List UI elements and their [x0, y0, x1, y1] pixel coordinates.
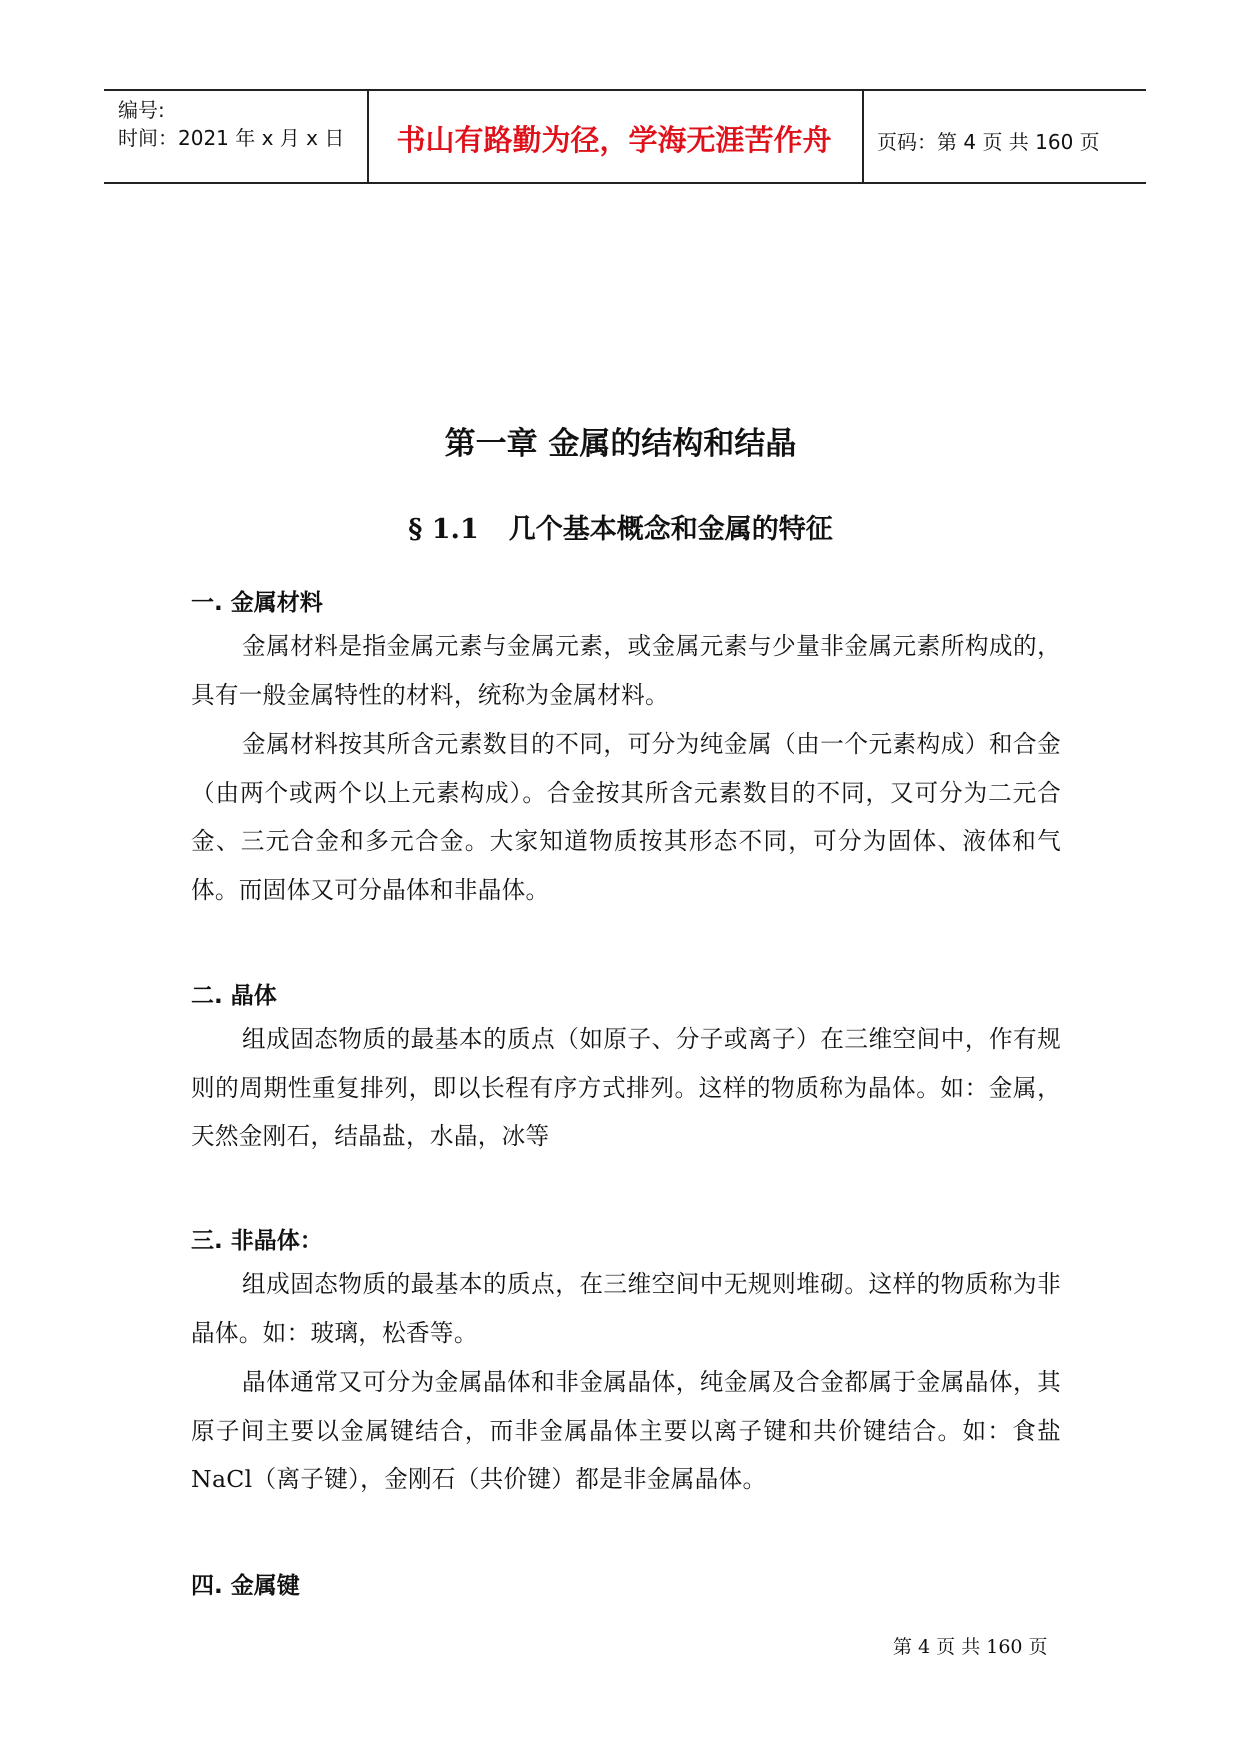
- chapter-title: 第一章 金属的结构和结晶: [444, 426, 797, 462]
- header-divider-left: [367, 90, 369, 184]
- section-title-text: 几个基本概念和金属的特征: [508, 514, 833, 545]
- header-divider-right: [862, 90, 864, 184]
- header-bottom-rule: [104, 182, 1146, 184]
- paragraph: 组成固态物质的最基本的质点，在三维空间中无规则堆砌。这样的物质称为非晶体。如：玻璃，松香等。: [191, 1270, 1061, 1347]
- document-time-label: 时间：2021 年 x 月 x 日: [118, 126, 345, 150]
- header-motto: 书山有路勤为径，学海无涯苦作舟: [396, 123, 832, 157]
- section-number: § 1.1: [408, 514, 479, 545]
- paragraph: 金属材料按其所含元素数目的不同，可分为纯金属（由一个元素构成）和合金（由两个或两个以上元素构成）。合金按其所含元素数目的不同，又可分为二元合金、三元合金和多元合金。大家知道物质按其形态不同，可分为固体、液体和气体。而固体又可分晶体和非晶体。: [191, 730, 1061, 904]
- page-footer: 第 4 页 共 160 页: [893, 1636, 1048, 1658]
- heading-metallic-bond: 四. 金属键: [191, 1573, 300, 1599]
- paragraph: 金属材料是指金属元素与金属元素，或金属元素与少量非金属元素所构成的，具有一般金属特性的材料，统称为金属材料。: [191, 632, 1061, 709]
- heading-amorphous: 三. 非晶体：: [191, 1228, 323, 1254]
- heading-crystal: 二. 晶体: [191, 983, 277, 1009]
- paragraph: 晶体通常又可分为金属晶体和非金属晶体，纯金属及合金都属于金属晶体，其原子间主要以金属键结合，而非金属晶体主要以离子键和共价键结合。如：食盐 NaCl（离子键），金刚石（共价键）都是非金属晶体。: [191, 1368, 1061, 1493]
- document-number-label: 编号:: [118, 98, 165, 122]
- paragraph: 组成固态物质的最基本的质点（如原子、分子或离子）在三维空间中，作有规则的周期性重复排列，即以长程有序方式排列。这样的物质称为晶体。如：金属，天然金刚石，结晶盐，水晶，冰等: [191, 1025, 1061, 1150]
- header-page-info: 页码：第 4 页 共 160 页: [877, 130, 1100, 154]
- section-title: [0, 507, 1241, 546]
- heading-metal-materials: 一. 金属材料: [191, 590, 323, 616]
- header-top-rule: [104, 89, 1146, 91]
